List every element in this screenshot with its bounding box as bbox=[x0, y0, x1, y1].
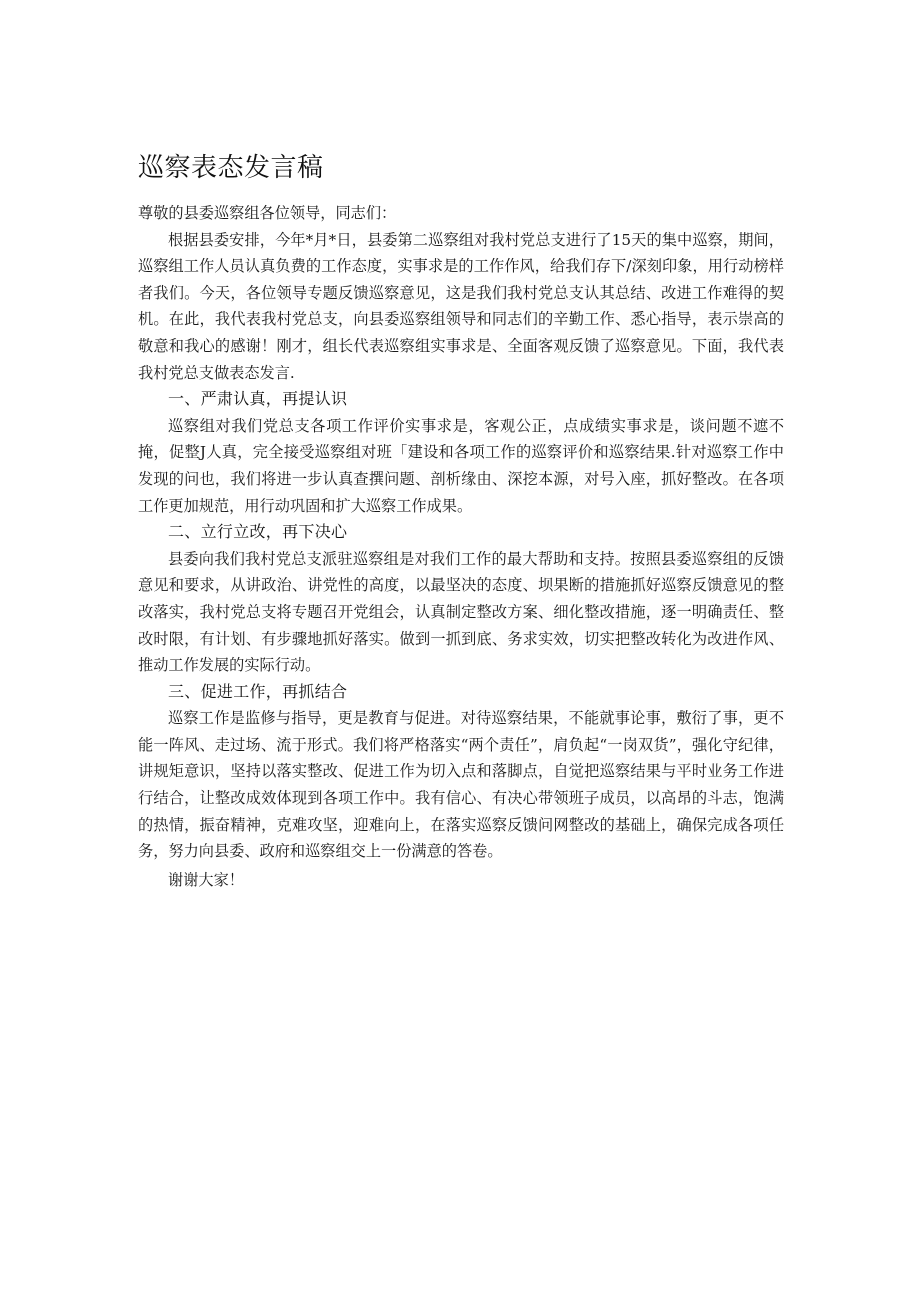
greeting: 尊敬的县委巡察组各位领导，同志们： bbox=[138, 204, 397, 222]
section-3-heading: 三、促进工作，再抓结合 bbox=[168, 681, 348, 701]
section-3-paragraph: 巡察工作是监修与指导，更是教育与促进。对待巡察结果，不能就事论事，敷衍了事，更不能一阵风、走过场、流于形式。我们将严格落实“两个责任”，肩负起“一岗双货”，强化守纪律，讲规矩意识，坚持以落实整改、促进工作为切入点和落脚点，自觉把巡察结果与平时业务工作进行结合，让整改成效体现到各项工作中。我有信心、有决心带领班子成员，以高昂的斗志，饱满的热情，振奋精神，克难攻坚，迎难向上，在落实巡察反馈问网整改的基础上，确保完成各项任务，努力向县委、政府和巡察组交上一份满意的答卷。 bbox=[138, 709, 784, 861]
intro-paragraph: 根据县委安排，今年*月*日，县委第二巡察组对我村党总支进行了15天的集中巡察，期间，巡察组工作人员认真负费的工作态度，实事求是的工作作风，给我们存下/深刻印象，用行动榜样者我们。今天，各位领导专题反馈巡察意见，这是我们我村党总支认其总结、改进工作难得的契机。在此，我代表我村党总支，向县委巡察组领导和同志们的辛勤工作、悉心指导，表示崇高的敬意和我心的感谢！刚才，组长代表巡察组实事求是、全面客观反馈了巡察意见。下面，我代表我村党总支做表态发言. bbox=[138, 230, 784, 382]
section-2-heading: 二、立行立改，再下决心 bbox=[168, 522, 348, 542]
section-2-paragraph: 县委向我们我村党总支派驻巡察组是对我们工作的最大帮助和支持。按照县委巡察组的反馈意见和要求，从讲政治、讲党性的高度，以最坚决的态度、坝果断的措施抓好巡察反馈意见的整改落实，我村党总支将专题召开党组会，认真制定整改方案、细化整改措施，逐一明确责任、整改时限，有计划、有步骤地抓好落实。做到一抓到底、务求实效，切实把整改转化为改进作风、推动工作发展的实际行动。 bbox=[138, 549, 784, 675]
document-title: 巡察表态发言稿 bbox=[138, 153, 324, 183]
closing-thanks: 谢谢大家！ bbox=[168, 870, 244, 889]
section-1-paragraph: 巡察组对我们党总支各项工作评价实事求是，客观公正，点成绩实事求是，谈问题不遮不掩，促整J人真，完全接受巡察组对班「建设和各项工作的巡察评价和巡察结果.针对巡察工作中发现的问也，我们将进一步认真查撰问题、剖析缘由、深挖本源，对号入座，抓好整改。在各项工作更加规范，用行动巩固和扩大巡察工作成果。 bbox=[138, 416, 784, 515]
section-1-heading: 一、严肃认真，再提认识 bbox=[168, 389, 348, 409]
document-body bbox=[138, 200, 784, 893]
